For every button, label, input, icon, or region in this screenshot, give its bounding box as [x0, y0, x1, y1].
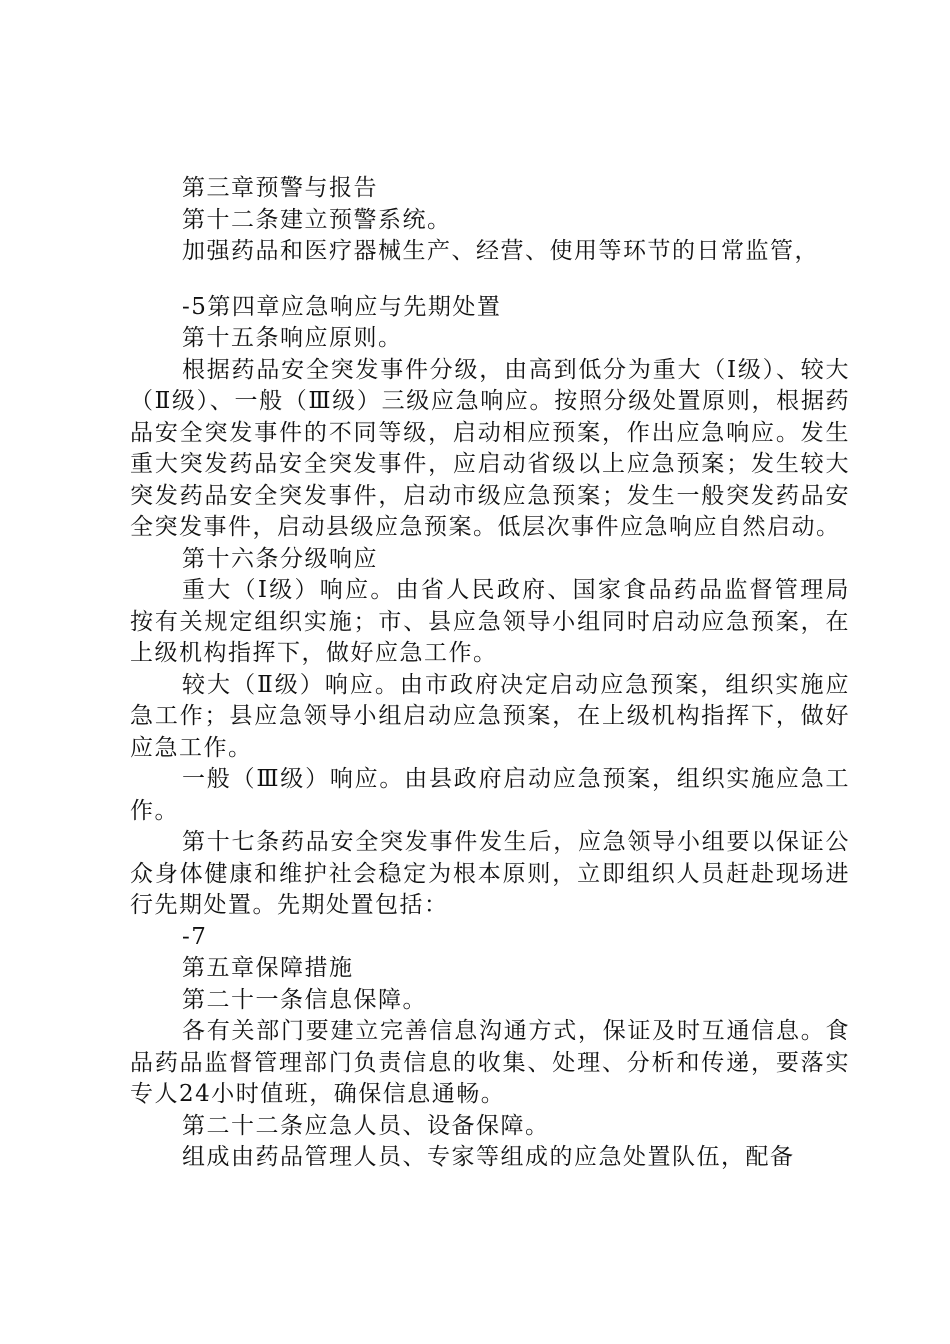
article-heading: 第十五条响应原则。 — [182, 325, 403, 351]
article-heading: 第二十二条应急人员、设备保障。 — [182, 1112, 550, 1139]
article-heading: 第十六条分级响应 — [182, 545, 378, 572]
body-paragraph: 第十七条药品安全突发事件发生后，应急领导小组要以保证公众身体健康和维护社会稳定为根本原则，立即组织人员赶赴现场进行先期处置。先期处置包括： — [130, 829, 850, 918]
chapter-heading: 第五章保障措施 — [182, 955, 354, 981]
page-number: -7 — [182, 923, 208, 950]
body-paragraph: 一般（Ⅲ级）响应。由县政府启动应急预案，组织实施应急工作。 — [130, 766, 850, 824]
paragraph-gap — [130, 268, 850, 292]
article-heading: 第二十一条信息保障。 — [182, 986, 427, 1013]
chapter-heading: 第三章预警与报告 — [182, 175, 378, 201]
document-body — [130, 173, 850, 1174]
article-heading: 第十二条建立预警系统。 — [182, 206, 452, 233]
body-paragraph: 较大（Ⅱ级）响应。由市政府决定启动应急预案，组织实施应急工作；县应急领导小组启动应急预案，在上级机构指挥下，做好应急工作。 — [130, 671, 850, 761]
body-paragraph: 根据药品安全突发事件分级，由高到低分为重大（Ⅰ级）、较大（Ⅱ级）、一般（Ⅲ级）三级应急响应。按照分级处置原则，根据药品安全突发事件的不同等级，启动相应预案，作出应急响应。发生重大突发药品安全突发事件，应启动省级以上应急预案；发生较大突发药品安全突发事件，启动市级应急预案；发生一般突发药品安全突发事件，启动县级应急预案。低层次事件应急响应自然启动。 — [130, 356, 850, 540]
body-paragraph: 加强药品和医疗器械生产、经营、使用等环节的日常监管， — [182, 238, 819, 264]
body-paragraph: 各有关部门要建立完善信息沟通方式，保证及时互通信息。食品药品监督管理部门负责信息的收集、处理、分析和传递，要落实专人24小时值班，确保信息通畅。 — [130, 1018, 850, 1107]
chapter-heading: -5第四章应急响应与先期处置 — [182, 293, 502, 320]
body-paragraph: 重大（Ⅰ级）响应。由省人民政府、国家食品药品监督管理局按有关规定组织实施；市、县应急领导小组同时启动应急预案，在上级机构指挥下，做好应急工作。 — [130, 577, 850, 666]
body-paragraph: 组成由药品管理人员、专家等组成的应急处置队伍，配备 — [182, 1144, 795, 1170]
